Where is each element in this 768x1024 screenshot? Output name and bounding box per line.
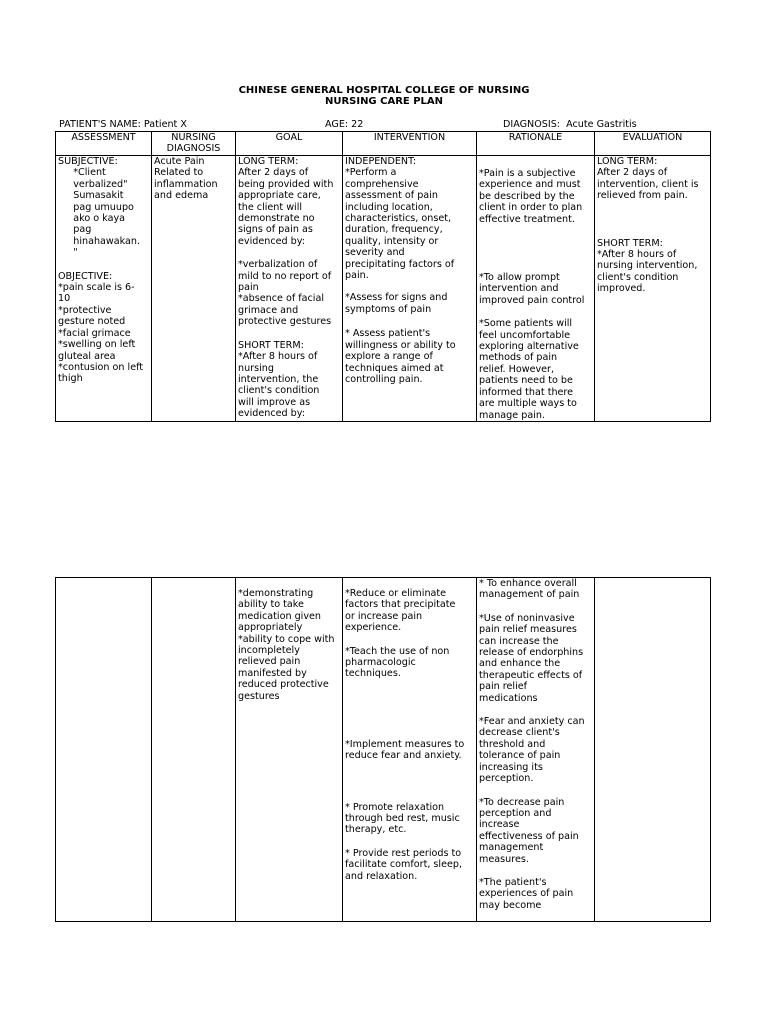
rationale-4: * To enhance overall management of pain bbox=[479, 578, 580, 601]
hospital-title: CHINESE GENERAL HOSPITAL COLLEGE OF NURSING bbox=[238, 85, 530, 96]
assessment-objective: OBJECTIVE: *pain scale is 6- 10 *protective gesture noted *facial grimace *swelling on left gluteal area *contusion on left thigh bbox=[58, 270, 144, 385]
spacer bbox=[345, 762, 474, 802]
col-nursing-diagnosis-label: NURSING DIAGNOSIS bbox=[166, 132, 221, 155]
assessment-cell bbox=[56, 156, 152, 422]
intervention-cell-cont bbox=[343, 578, 477, 922]
spacer bbox=[345, 836, 474, 848]
rationale-8: *The patient's experiences of pain may become bbox=[479, 876, 574, 911]
intervention-5: *Teach the use of non pharmacologic techniques. bbox=[345, 645, 450, 680]
evaluation-cell-cont bbox=[595, 578, 711, 922]
goal-short-term: SHORT TERM: *After 8 hours of nursing intervention, the client's condition will improve as evidenced by: bbox=[238, 339, 320, 420]
spacer bbox=[479, 704, 592, 716]
spacer bbox=[479, 306, 592, 318]
intervention-6: *Implement measures to reduce fear and anxiety. bbox=[345, 738, 465, 762]
spacer bbox=[345, 281, 474, 292]
evaluation-cell bbox=[595, 156, 711, 422]
intervention-4: *Reduce or eliminate factors that precipitate or increase pain experience. bbox=[345, 588, 456, 634]
spacer bbox=[345, 680, 474, 739]
spacer bbox=[345, 578, 474, 588]
assessment-cell-cont bbox=[56, 578, 152, 922]
rationale-cell-cont bbox=[477, 578, 595, 922]
patient-age: AGE: 22 bbox=[325, 119, 364, 130]
spacer bbox=[58, 259, 149, 271]
spacer bbox=[238, 247, 340, 259]
intervention-7: * Promote relaxation through bed rest, music therapy, etc. bbox=[345, 801, 460, 836]
patient-name: PATIENT'S NAME: Patient X bbox=[59, 119, 187, 130]
evaluation-long-term: LONG TERM: After 2 days of intervention, client is relieved from pain. bbox=[597, 156, 699, 202]
col-nursing-diagnosis bbox=[152, 132, 236, 156]
spacer bbox=[238, 328, 340, 340]
intervention-cell bbox=[343, 156, 477, 422]
col-goal: GOAL bbox=[236, 132, 343, 156]
goal-items-cont: *demonstrating ability to take medication given appropriately *ability to cope with incompletely relieved pain manifested by reduced protective gestures bbox=[238, 588, 335, 702]
rationale-7: *To decrease pain perception and increase effectiveness of pain management measures. bbox=[479, 796, 579, 865]
intervention-3: * Assess patient's willingness or ability to explore a range of techniques aimed at controlling pain. bbox=[345, 328, 456, 385]
evaluation-short-term: SHORT TERM: *After 8 hours of nursing intervention, client's condition improved. bbox=[597, 237, 698, 295]
diagnosis-cell bbox=[152, 156, 236, 422]
col-intervention: INTERVENTION bbox=[343, 132, 477, 156]
spacer bbox=[479, 785, 592, 797]
goal-cell-cont bbox=[236, 578, 343, 922]
spacer bbox=[238, 578, 340, 588]
spacer bbox=[479, 601, 592, 613]
spacer bbox=[345, 315, 474, 328]
care-plan-table-page2 bbox=[55, 577, 711, 922]
goal-long-term: LONG TERM: After 2 days of being provided with appropriate care, the client will demonstrate no signs of pain as evidenced by: bbox=[238, 156, 334, 247]
rationale-cell bbox=[477, 156, 595, 422]
spacer bbox=[479, 865, 592, 877]
rationale-6: *Fear and anxiety can decrease client's threshold and tolerance of pain increasing its perception. bbox=[479, 716, 585, 785]
rationale-2: *To allow prompt intervention and improved pain control bbox=[479, 272, 585, 306]
diagnosis-cell-cont bbox=[152, 578, 236, 922]
col-rationale: RATIONALE bbox=[477, 132, 595, 156]
col-evaluation: EVALUATION bbox=[595, 132, 711, 156]
spacer bbox=[345, 634, 474, 646]
spacer bbox=[479, 156, 592, 168]
care-plan-table-page1 bbox=[55, 131, 711, 422]
nursing-diagnosis-text: Acute Pain Related to inflammation and edema bbox=[154, 156, 218, 202]
intervention-8: * Provide rest periods to facilitate comfort, sleep, and relaxation. bbox=[345, 847, 463, 882]
goal-items: *verbalization of mild to no report of pain *absence of facial grimace and protective gestures bbox=[238, 259, 332, 328]
intervention-2: *Assess for signs and symptoms of pain bbox=[345, 292, 448, 315]
assessment-subjective: SUBJECTIVE: *Client verbalized" Sumasakit pag umuupo ako o kaya pag hinahawakan. " bbox=[58, 156, 141, 259]
col-assessment: ASSESSMENT bbox=[56, 132, 152, 156]
rationale-1: *Pain is a subjective experience and must be described by the client in order to plan effective treatment. bbox=[479, 168, 583, 225]
intervention-1: INDEPENDENT: *Perform a comprehensive assessment of pain including location, characteristics, onset, duration, frequency, quality, intensity or severity and precipitating factors of pain. bbox=[345, 156, 455, 282]
spacer bbox=[597, 202, 708, 238]
care-plan-title: NURSING CARE PLAN bbox=[324, 96, 444, 107]
patient-diagnosis: DIAGNOSIS: Acute Gastritis bbox=[503, 119, 637, 130]
spacer bbox=[479, 225, 592, 272]
rationale-5: *Use of noninvasive pain relief measures can increase the release of endorphins and enhance the therapeutic effects of pain relief medications bbox=[479, 612, 584, 704]
rationale-3: *Some patients will feel uncomfortable exploring alternative methods of pain relief. However, patients need to be informed that there are multiple ways to manage pain. bbox=[479, 318, 579, 421]
goal-cell bbox=[236, 156, 343, 422]
